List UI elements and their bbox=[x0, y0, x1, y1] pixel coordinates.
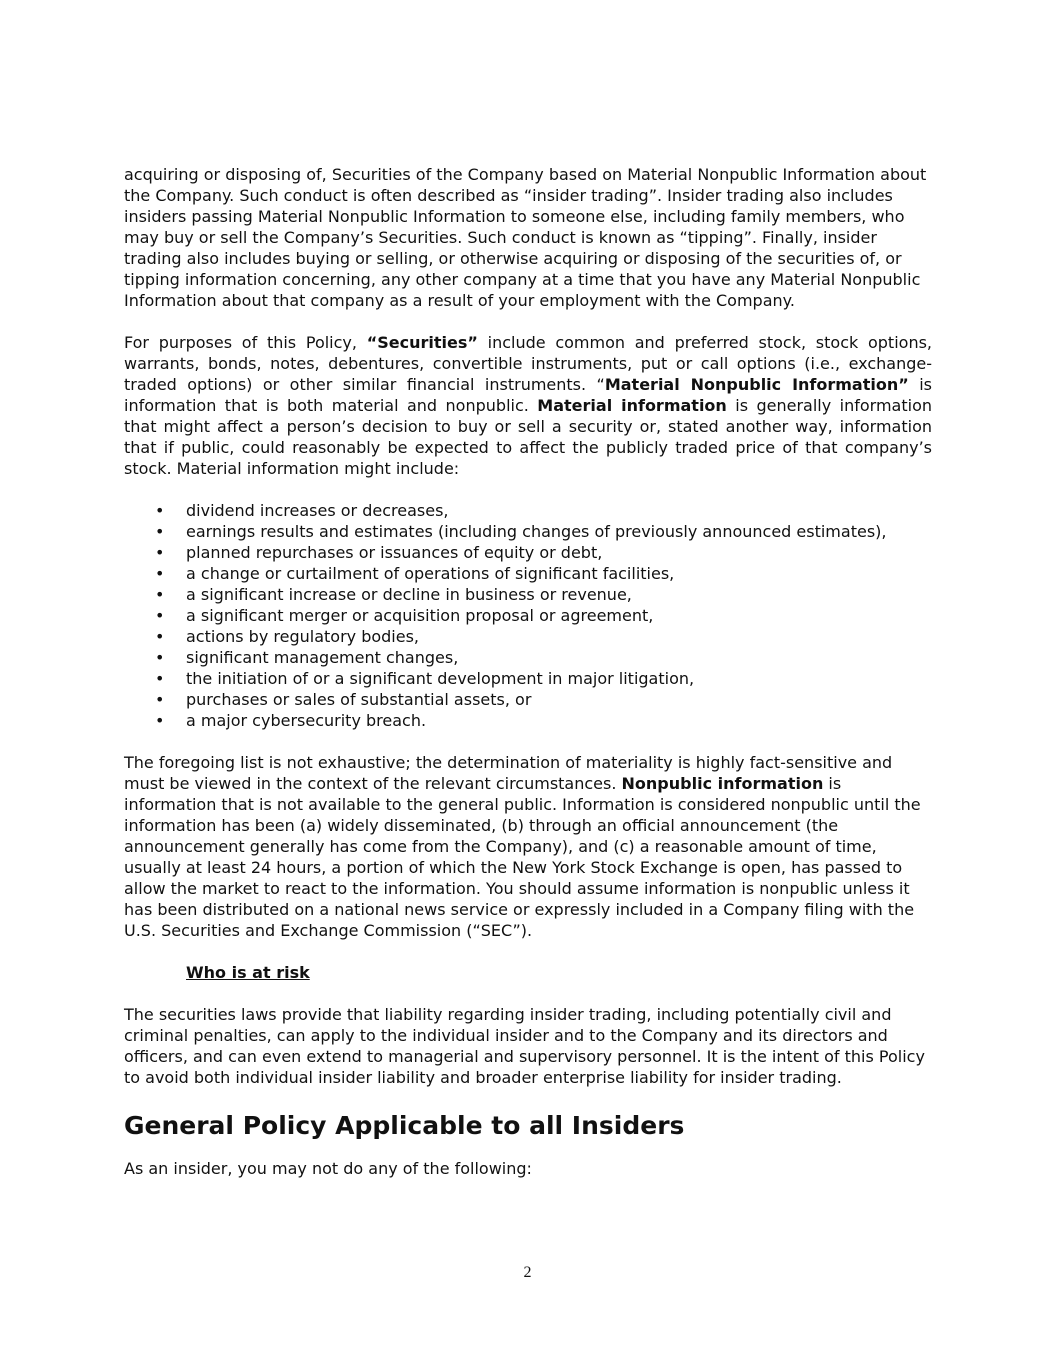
term-material-information: Material information bbox=[537, 396, 727, 415]
nonpublic-text-2: is information that is not available to the general public. Information is considered nonpublic until the information has been (a) widely disseminated, (b) through an official announcement (the announcement generally has come from the Company), and (c) a reasonable amount of time, usually at least 24 hours, a portion of which the New York Stock Exchange is open, has passed to allow the market to react to the information. You should assume information is nonpublic unless it has been distributed on a national news service or expressly included in a Company filing with the U.S. Securities and Exchange Commission (“SEC”). bbox=[124, 774, 921, 940]
list-item-text: significant management changes, bbox=[186, 648, 459, 667]
definitions-text-2: include common and preferred stock, stock options, warrants, bonds, notes, debentures, convertible instruments, put or call options (i.e., exchange-traded options) or other similar financial instruments. “ bbox=[124, 333, 933, 394]
list-item-text: a significant increase or decline in business or revenue, bbox=[186, 585, 632, 604]
term-material-nonpublic-information: Material Nonpublic Information” bbox=[604, 375, 909, 394]
list-item bbox=[124, 605, 932, 626]
bullet-icon: • bbox=[155, 564, 165, 583]
term-nonpublic-information: Nonpublic information bbox=[621, 774, 824, 793]
bullet-icon: • bbox=[155, 501, 165, 520]
nonpublic-text-1: The foregoing list is not exhaustive; the determination of materiality is highly fact-sensitive and must be viewed in the context of the relevant circumstances. bbox=[124, 753, 893, 793]
list-item bbox=[124, 689, 932, 710]
list-item-text: the initiation of or a significant development in major litigation, bbox=[186, 669, 695, 688]
bullet-icon: • bbox=[155, 711, 165, 730]
list-item-text: a major cybersecurity breach. bbox=[186, 711, 427, 730]
list-item-text: a significant merger or acquisition proposal or agreement, bbox=[186, 606, 654, 625]
nonpublic-paragraph bbox=[124, 752, 932, 941]
definitions-text-3: is information that is both material and nonpublic. bbox=[124, 375, 932, 415]
general-policy-intro: As an insider, you may not do any of the following: bbox=[124, 1159, 532, 1178]
list-item bbox=[124, 542, 932, 563]
bullet-icon: • bbox=[155, 690, 165, 709]
list-item bbox=[124, 584, 932, 605]
list-item-text: planned repurchases or issuances of equity or debt, bbox=[186, 543, 603, 562]
bullet-icon: • bbox=[155, 522, 165, 541]
list-item-text: a change or curtailment of operations of significant facilities, bbox=[186, 564, 675, 583]
list-item-text: actions by regulatory bodies, bbox=[186, 627, 420, 646]
list-item-text: dividend increases or decreases, bbox=[186, 501, 449, 520]
who-is-at-risk-paragraph: The securities laws provide that liability regarding insider trading, including potentially civil and criminal penalties, can apply to the individual insider and to the Company and its directors and officers, and can even extend to managerial and supervisory personnel. It is the intent of this Policy to avoid both individual insider liability and broader enterprise liability for insider trading. bbox=[124, 1005, 925, 1087]
material-information-list bbox=[124, 500, 932, 731]
definitions-paragraph bbox=[124, 332, 932, 479]
definitions-text-1: For purposes of this Policy, bbox=[124, 333, 367, 352]
document-page bbox=[124, 164, 932, 1179]
bullet-icon: • bbox=[155, 543, 165, 562]
list-item bbox=[124, 563, 932, 584]
who-is-at-risk-heading: Who is at risk bbox=[186, 963, 310, 982]
definitions-text-4: is generally information that might affect a person’s decision to buy or sell a security or, stated another way, information that if public, could reasonably be expected to affect the publicly traded price of that company’s stock. Material information might include: bbox=[124, 396, 933, 478]
bullet-icon: • bbox=[155, 606, 165, 625]
bullet-icon: • bbox=[155, 585, 165, 604]
list-item-text: earnings results and estimates (including changes of previously announced estimates), bbox=[186, 522, 887, 541]
bullet-icon: • bbox=[155, 627, 165, 646]
page-number: 2 bbox=[523, 1264, 532, 1281]
bullet-icon: • bbox=[155, 648, 165, 667]
list-item bbox=[124, 521, 932, 542]
list-item bbox=[124, 710, 932, 731]
intro-paragraph: acquiring or disposing of, Securities of the Company based on Material Nonpublic Information about the Company. Such conduct is often described as “insider trading”. Insider trading also includes insiders passing Material Nonpublic Information to someone else, including family members, who may buy or sell the Company’s Securities. Such conduct is known as “tipping”. Finally, insider trading also includes buying or selling, or otherwise acquiring or disposing of the securities of, or tipping information concerning, any other company at a time that you have any Material Nonpublic Information about that company as a result of your employment with the Company. bbox=[124, 165, 927, 310]
bullet-icon: • bbox=[155, 669, 165, 688]
list-item bbox=[124, 647, 932, 668]
general-policy-heading: General Policy Applicable to all Insiders bbox=[124, 1111, 685, 1140]
term-securities: “Securities” bbox=[366, 333, 478, 352]
list-item bbox=[124, 668, 932, 689]
list-item bbox=[124, 500, 932, 521]
list-item bbox=[124, 626, 932, 647]
list-item-text: purchases or sales of substantial assets, or bbox=[186, 690, 532, 709]
